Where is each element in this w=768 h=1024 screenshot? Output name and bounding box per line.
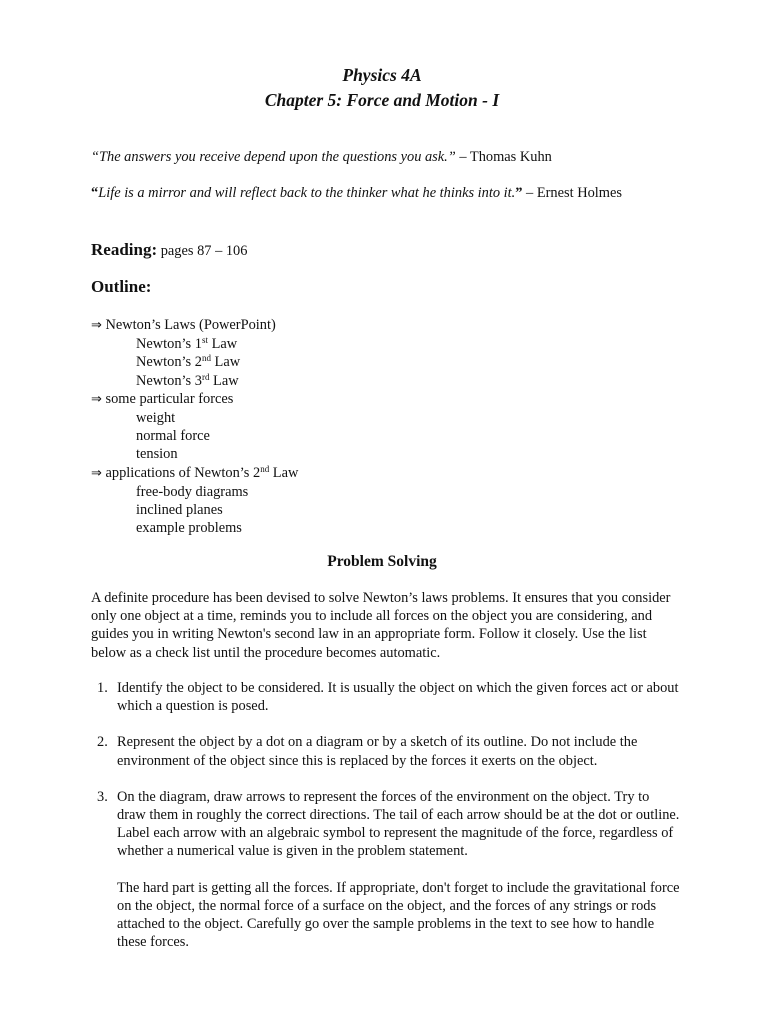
outline-subitem (91, 372, 298, 390)
step-number: 3. (97, 788, 108, 805)
step-number: 1. (97, 680, 108, 696)
outline-section (91, 390, 298, 409)
outline-subitem (91, 335, 298, 353)
outline-section-label: Newton’s Laws (PowerPoint) (101, 317, 276, 333)
outline-subitem: weight (136, 410, 176, 427)
quote-author: – Thomas Kuhn (455, 149, 552, 165)
step-text-continued: The hard part is getting all the forces. If appropriate, don't forget to include the gravitational force on the object, the normal force of a surface on the object, and the forces of any strings or rods attached to the object. Carefully go over the sample problems in the text to see how to handle these forces. (117, 879, 680, 951)
course-title: Physics 4A (342, 65, 422, 85)
outline-subitem: normal force (136, 428, 210, 445)
outline-subitem: tension (136, 446, 178, 463)
quote-close-mark: ” (515, 185, 523, 201)
ordinal-suffix: rd (201, 371, 210, 382)
implies-arrow-icon: ⇒ (91, 465, 102, 481)
subitem-text: Law (209, 372, 239, 389)
outline-heading: Outline: (91, 277, 152, 296)
subitem-text: Law (210, 354, 241, 371)
subitem-text: Newton’s 3 (136, 372, 202, 389)
procedure-step (91, 733, 681, 769)
reading-label: Reading: (91, 240, 158, 259)
implies-arrow-icon: ⇒ (91, 318, 102, 333)
procedure-step (91, 679, 681, 715)
ordinal-suffix: nd (260, 463, 270, 474)
quote-text: Life is a mirror and will reflect back to the thinker what he thinks into it. (98, 185, 516, 201)
ordinal-suffix: nd (201, 353, 211, 364)
subitem-text: Newton’s 1 (136, 336, 202, 353)
step-text: Identify the object to be considered. It is usually the object on which the given forces act or about which a question is posed. (117, 680, 679, 715)
implies-arrow-icon: ⇒ (91, 391, 102, 407)
outline-subitem: free-body diagrams (136, 483, 249, 500)
outline-section (91, 316, 298, 335)
ordinal-suffix: st (201, 335, 208, 346)
outline-subitem: example problems (136, 520, 242, 537)
outline-section (91, 464, 298, 483)
chapter-title: Chapter 5: Force and Motion - I (264, 90, 500, 110)
subitem-text: Law (207, 336, 238, 353)
outline-section-label: applications of Newton’s 2 (101, 464, 261, 481)
reading-line (91, 240, 247, 261)
quote-text: “The answers you receive depend upon the questions you ask.” (91, 149, 456, 165)
outline-section-label: Law (269, 464, 299, 481)
step-text: Represent the object by a dot on a diagram or by a sketch of its outline. Do not include the environment of the object since this is replaced by the forces it exerts on the object. (117, 734, 638, 769)
outline-subitem (91, 353, 298, 371)
step-text: On the diagram, draw arrows to represent the forces of the environment on the object. Try to draw them in roughly the correct directions. The tail of each arrow should be at the dot or outline. Label each arrow with an algebraic symbol to represent the magnitude of the force, regardless of whether a numerical value is given in the problem statement. (117, 788, 680, 860)
step-number: 2. (97, 734, 108, 751)
problem-solving-heading: Problem Solving (327, 553, 437, 570)
procedure-steps (91, 679, 681, 969)
quote-kuhn (91, 148, 691, 166)
quote-open-mark: “ (91, 185, 99, 201)
procedure-step (91, 788, 681, 952)
quote-author: – Ernest Holmes (522, 185, 622, 201)
outline-section-label: some particular forces (101, 390, 234, 407)
quote-holmes (91, 184, 691, 202)
reading-pages: pages 87 – 106 (157, 243, 248, 259)
outline-list (91, 316, 298, 537)
outline-subitem: inclined planes (136, 502, 223, 519)
problem-solving-intro: A definite procedure has been devised to solve Newton’s laws problems. It ensures that you consider only one object at a time, reminds you to include all forces on the object you are considering, and guides you in writing Newton's second law in an appropriate form. Follow it closely. Use the list below as a check list until the procedure becomes automatic. (91, 590, 671, 661)
subitem-text: Newton’s 2 (136, 354, 202, 371)
